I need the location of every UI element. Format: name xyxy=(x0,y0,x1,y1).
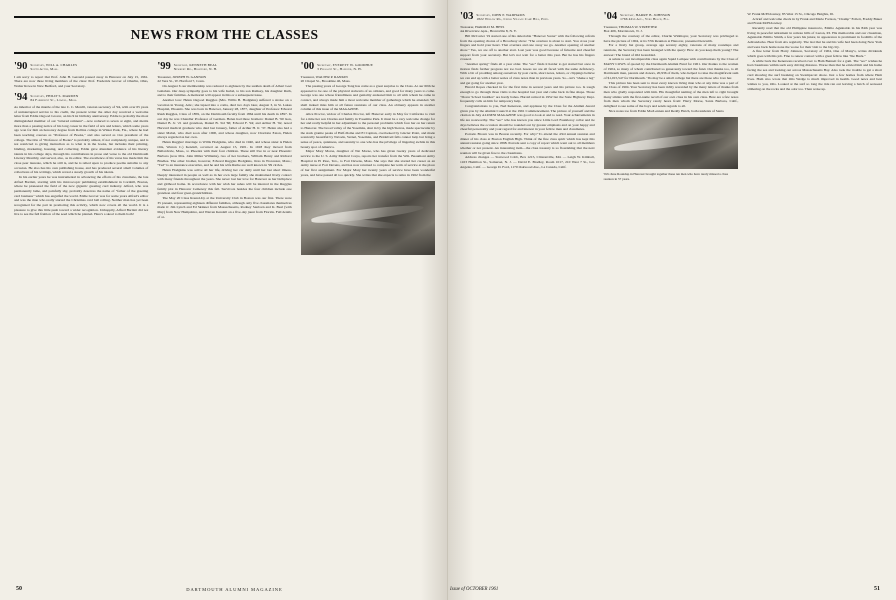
secretary-line: Secretary, HARRY B. JOHNSON xyxy=(620,13,671,17)
paragraph: As inheritor of the mantle of the late C. C. Merrill, veteran secretary of '94, with over 65 years of uninterrupted service to his credit, the present writer the other day received a welcome letter from Eddie Osgood Grover, on his 91st birthday anniversary. Eddie is probably the most distinguished member of our "tattered remnant"—now reduced to seven or eight, and merits more than a passing notice of his long career in the field of arts and letters, which some years ago won for him an honorary degree from Rollins college in Winter Park, Fla., where he had been teaching courses as "Professor of Books," and also served as vice president of the college. The title of "Professor of Books" is probably almost, if not completely, unique, and is not restricted to giving instruction as to what is in the books, but includes their printing, binding, marketing, housing, and collecting. Eddie gave abundant evidence of his literary talents in his college days, through his contributions in prose and verse to the old Dartmouth Literary Monthly, and served, also, as its editor. The excellence of his verse has made him the close peer laureate, which he still is, and he is relied upon to produce poems suitable to any occasion. He also has his own publishing house, and has produced several small volumes of collections of his writings, which reveal a steady growth of his talents. xyxy=(14,105,149,175)
photo-caption: '04's June Roundup in Hanover brought together these ten men who have rarely missed a class reunion in 57 years. xyxy=(603,172,729,181)
page-title: NEWS FROM THE CLASSES xyxy=(130,27,319,42)
page-number-left: 50 xyxy=(16,586,22,592)
paragraph: Nice notes too from Eddie MacLennan and Reddy Hatch, both residents of Santa xyxy=(608,108,724,113)
paragraph: A while back the Kenersons received over to Ham Bennett for a gam. The "sec" wishes he had classmates within such easy driving distance. Worse than that he envied him and his home facing the sea and looking out across Massachusetts Bay. Also took the trouble to get a short card showing the surf breaking on Swampscott shore. Just a few homes from where Ham lives. Ham also wrote that Otis Wedge is much improved in health. Good news and best wishes to you, Otis. Looked at the surf so long the tide ran out leaving a batch of seaweed slithering on the rocks and the odor too. Then woke up. xyxy=(747,58,883,91)
entry-header xyxy=(14,93,148,104)
photo-highlight xyxy=(311,203,424,227)
left-column-1 xyxy=(14,62,148,258)
entry-header xyxy=(301,62,435,73)
paragraph: On August 6 our membership was reduced to eighteen by the sudden death of Albert Leet Gahaban. Our deep sympathy goes to his wife Isabel, to his son Ramsey, his daughter Ruth, and to their families. A memorial will appear in this or a subsequent issue. xyxy=(157,83,292,98)
entry-header xyxy=(604,12,739,23)
photo-highlight-2 xyxy=(325,216,406,230)
secretary-address: 84 Fairmount St., Lowell, Mass. xyxy=(30,98,78,102)
left-column-2 xyxy=(157,62,291,258)
treasurer-address: Box 406, Morristown, N. J. xyxy=(603,29,643,34)
paragraph: Porrado Brown was in Boston recently. For why? To attend the 43rd annual reunion and dinner of his class at Boston English High. Think of the fine class spirit which has kept this annual reunion going since 1898. Porrade sent a copy of report which went out to all members whether or not present. An interesting item—the class treasury is so flourishing that the next reunion will be given free to the classmates. xyxy=(460,131,595,155)
class-entry-94 xyxy=(14,93,148,218)
secretary-address: 1766 42nd Ave., Vero Beach, Fla. xyxy=(620,17,670,22)
paragraph: This picture has been sent to most every known living man who at any time was a part of the Class of 1904. Your Secretary has been richly rewarded by the many letters of thanks from men who gladly responded with him. His thoughtful naming of the men left to right brought many smiles with the first-name recall of our own class in his own class. Here are a few notes from men whom the Secretary rarely hears from: Harry Morse, Santa Barbara, Calif., delighted to see some of the boys and sends regards to all. xyxy=(603,80,739,108)
paragraph: The passing years of George Tong has come as a great surprise to the Class. At our 60th he appeared to be one of the physical stalwarts of us oldsters, and good for many years to come. George was one whose friendliness and geniality endeared him to all with whom he came in contact, and always made him a most welcome member of gatherings which he attended. We shall indeed miss him at all future reunions of our class. An obituary appears in another column of this issue of the MAGAZINE. xyxy=(300,83,435,112)
right-column-2 xyxy=(604,12,739,186)
paragraph: For a lively but group, average age seventy eighty, veterans of many roundups and reunions, the Secretary has been besieged with the query: How do you keep them young? The answer: The brand of Old Granddad. xyxy=(603,43,739,57)
treasurer-line: Treasurer, THOMAS W. STREETER xyxy=(603,24,657,29)
paragraph: W. Frank McEldowney, 85 West 15 St., Chicago Heights, Ill. xyxy=(747,12,834,16)
photo-highlight xyxy=(614,130,727,154)
paragraph: Major Mary Morse, daughter of Nat Morse, who has given twenty years of dedicated service to the U. S. Army Medical Corps, reports her transfer from the Wm. Beaumont Army Hospital in El Paso, Tex., to Fort Devens, Mass. She says that she started her career as an Army nurse at Fort Devens, and has now returned to complete her term of service at the place of her first assignment. For Major Mary her twenty years of service have been wonderful years, and have passed all too quickly. She writes that she expects to retire in 1962 from the xyxy=(300,149,435,177)
class-entry-03 xyxy=(460,12,595,169)
right-column-3 xyxy=(747,12,882,186)
publication-name: DARTMOUTH ALUMNI MAGAZINE xyxy=(186,586,283,592)
paragraph: Another loss: Helen Osgood Ruggles (Mrs. Willis B. Hodgkins) suffered a stroke on a vacation in Young, Ariz.; she lapsed into a coma, died two days later, August 3, in St. Lukes Hospital, Phoenix. She was born in Hanover, January 28, 1877, daughter of Professor Edward Rush Ruggles, Class of 1859, on the Dartmouth faculty from 1864 until his death in 1897. In our day he was Chandler Professor of German. Helen had three brothers: Daniel B. '90 lson, Daniel B. Jr. '21 and grandson, Daniel B. 3rd '66; Edward F. '94; and Arthur H. '92, noted Harvard medical graduate who died last January, father of Arthur H. Jr. '37. Helen also had a sister Mabel, who died soon after 1900, and whose daughter, now Charlotte Eaton, Helen always regarded as her own. xyxy=(157,97,292,140)
paragraph: Address changes — Starwood Cobb, Box 1215, Clintonville, Md. — Leigh W. Kimball, 1163 Hamilton St., Somerset, N. J. — David E. Bradley, Room 1017, 210 West 7 St., Los Angeles, Calif. — George D. Ford, 1170 Oakwood Ave., La Canada, Calif. xyxy=(460,155,595,169)
treasurer-address: 22 Vera St., W. Hartford 7, Conn. xyxy=(157,79,205,84)
paragraph: In his earlier years he was instrumental in advancing the efforts of his classmate, the late Alfred Bartlett, starting with his microscopic publishing establishment in Cornhill, Boston, where he pioneered the field of the now gigantic greeting card industry. Alfred, who was permanently lame, and painfully shy, probably deserves the name of "father of the greeting card business" which has engulfed the world. Eddie Grover was for some years Alfred's editor and was the man who really started the Christmas card ball rolling. Neither man has yet been recognized for the part in promoting this activity, which now covers all the world. It is a pleasure to give this little push toward a wider recognition. Unhappily, Alfred Bartlett did not live to see the full fruition of the seed which he planted. Here's a skoal to them both! xyxy=(14,175,149,217)
secretary-line: Secretary, KENNETH BEAL xyxy=(173,63,218,67)
left-footer xyxy=(0,586,447,592)
paragraph: A brief and welcome check in by Frank and Marie Fortson, "Champ" Follett, Freddy Baker and Frank McEldowney. xyxy=(747,16,883,26)
issue-line: Issue of OCTOBER 1961 xyxy=(450,586,499,592)
paragraph: Harold Ropes checked in for the first time in several years and his picture too. Is tough enough to go through three visits to the hospital last year and come back in fine shape. Those "Dover School buddies" are hardy babes. Harold retired in 1952 but the State Highway Dept. frequently calls on him for temporary help. xyxy=(460,85,595,104)
right-column-1 xyxy=(460,12,595,186)
treasurer-line: Treasurer, JOSEPH W. GANNON xyxy=(157,74,207,79)
paragraph: Bill McCarter '19 started one of his delectable "Hanover Scene" with the following refrain from the opening chorus of a Broadway show: "The overture is about to start. You cross your fingers and hold your heart. That overture and one away we go. Another opening of another show." Yes, we are off to another start. Last year was good because of fulsome and cheerful support from your secretary. But let's not wait for a better this year. But he has his fingers crossed. xyxy=(460,33,595,62)
class-year: '00 xyxy=(300,61,315,72)
class-year: '04 xyxy=(603,11,618,22)
class-entry-04 xyxy=(604,12,739,113)
paragraph: "Another spring" finds all a year older. The "sec" finds it harder to get started but once in motion finds further progress not too bad. Guess we are all faced with the same deficiency. With a bit of prodding among ourselves by post cards, short notes, letters, or clippings believe we can end up with a better series of class notes than in previous years. So—let's "shake a leg" and get going for another year. xyxy=(460,61,595,85)
paragraph: Recently read that the old Philippine insurrecto, Emilio Aguinaldo in his 84th year was living in peaceful retirement in remote hills of Luzon, P.I. His memorable and our classmate, Aguinaldo Emilio Smith, a few years his junior, in appearance is prominent in foothills of the Adirondacks. Hear from AG regularly. The last that he and his wife had been doing New York and were back home none the worse for their visit to the big city. xyxy=(747,26,883,49)
paragraph: Helen Hodgkins was active all her life, driving her car daily until her last short illness. Deeply interested in people as well as in her own large family she maintained lively contact with many friends throughout the years. She never lost her love for Hanover as her birthplace and girlhood home. In accordance with her wish her ashes will be interred in the Ruggles family plot in Hanover Cemetery this fall. Survivors besides the four children include one grandson and four great-grandchildren. xyxy=(157,167,292,196)
secretary-line: Secretary, EVERETT W. GOODHUE xyxy=(317,63,373,67)
paragraph: The May 20 Class Round-Up at the University Club in Boston was our first. There were 35 present, representing eighteen different families, although only five classmates themselves made it: Jim Lynch and Ed Skinner from Massachusetts, Rodney Sanborn and K. Beal (with May) from New Hampshire, and Warren Kendall on a five-day jaunt from Florida. Full details of at- xyxy=(157,195,292,219)
treasurer-line: Treasurer, WALTER P. RANKIN xyxy=(300,74,348,79)
secretary-address: Newbury Rd., Bradford, N. H. xyxy=(173,67,218,72)
class-year: '99 xyxy=(157,61,171,72)
class-year: '94 xyxy=(14,91,28,103)
sailing-photo xyxy=(301,181,435,255)
class-entry-99 xyxy=(157,62,291,219)
left-columns xyxy=(14,62,435,258)
entry-header xyxy=(157,62,291,73)
secretary-line: Secretary, JOHN P. WADHAMS xyxy=(476,13,525,17)
paragraph: Helen Ruggles' marriage to Willis Hodgkins, who died in 1940, and whose sister is Helen Otis, Warren C.) Kendall, occurred on August 15, 1901. In 1918 they moved from Ballardvale, Mass., to Phoenix with their four children. These still live in or near Phoenix: Barbara (now Mrs. John Miller Williams), two of her brothers, William Henry and Richard Bradlee. The other brother, however, Edward Ruggles Hodgkins, lives in Worcester, Mass.; "Ted" is an insurance executive, and he and his wife Ruthe are well known in '99 circles. xyxy=(157,139,292,168)
secretary-address: 1822 Willow Rd., Cedar Village Camp Hill, Penn. xyxy=(476,17,549,22)
secretary-line: Secretary, WILL A. CHARLES xyxy=(30,63,78,67)
class-year: '03 xyxy=(460,11,474,22)
treasurer-address: 20 Chapel St., Brookline 46, Mass. xyxy=(300,79,351,84)
treasurer-line: Treasurer, HAROLD M. HESS xyxy=(460,24,505,29)
paragraph: Congratulations to you, Ned Kenerson, and applause by the Class for the Alumni Award given you by the Alumni Council at the 1961 Commencement. The picture of yourself and the citation in July ALUMNI MAGAZINE was good to look at and to read. Your achievements in life are noteworthy. The "sec" who has known you since Little Lord Fauntleroy collar and tie days believes the occasion should be rounded out by greater emphasis and on your happy and cheerful personality and your regard for and interest in your fellow men and classmates. xyxy=(460,103,595,132)
class-entry-04-continued xyxy=(747,12,882,91)
entry-header xyxy=(14,62,148,73)
paragraph: I am sorry to report that Prof. John H. Gerould passed away in Hanover on July 15, 1961. There are now three living members of the class: Prof. Frederick Grover of Oberlin, Ohio, Walter Rowe in New Bedford, and your Secretary. xyxy=(14,74,149,88)
secretary-line: Secretary, PHILIP S. MARDEN xyxy=(30,93,79,98)
paragraph: A salute to our incomparable class again Squid Lampee with contributions by the Class of MANY COWS of quoted by the Dartmouth Alumni Fund for 1961. Our thanks to the women of 1904, so many of whom contributed so generously toward the fund. Our thanks too, to all Dartmouth men, parents and donors, 20,936 of them, who helped to raise the magnificent sum of $1,015,547 for Dartmouth. 'Tis may be a small college but there are those who love her. xyxy=(603,57,739,80)
masthead xyxy=(14,16,435,54)
right-page xyxy=(448,0,896,600)
entry-header xyxy=(460,12,595,23)
secretary-address: South Acton, Mass. xyxy=(30,67,59,72)
left-column-3 xyxy=(301,62,435,258)
class-entry-90 xyxy=(14,62,148,89)
class-reunion-photo xyxy=(604,117,739,169)
paragraph: Through the courtesy of the editor, Charlie Widmayer, your Secretary was privileged to have the picture of 1904, at its 57th Reunion at Hanover, presented herewith. xyxy=(603,33,739,43)
right-footer xyxy=(448,586,896,592)
class-year: '90 xyxy=(14,61,28,72)
paragraph: A fine letter from Harry Johnson, Secretary of 1904, One of Many's, writes dividends which goes with this job. Fine to renew contact with a great fellow like "the Buck." xyxy=(747,49,883,59)
right-columns xyxy=(460,12,882,186)
paragraph: Alice Proctor, widow of Charles Proctor, left Hanover early in May for California to visit for a time her son Charles and family in Yosemite Park. It must be a very welcome change for her and really helpful in her adjustment to the personal problems which face her on her return to Hanover. The broad valley of the Yosemite, shut in by the high Sierras, made spectacular by the stark granite peaks of Half-Dome and El Capitan, overlooked by Glacier Point, and made scenically beautiful by Nevada, Vernal, Yosemite, and Bridalveil falls cannot help but bring a sense of peace, quietness, and serenity to one who has the privilege of lingering awhile in this beauty spot of America. xyxy=(300,111,435,149)
treasurer-address: 4A Riverview Apts., Bronxville 8, N. Y. xyxy=(460,29,517,34)
page-number-right: 51 xyxy=(874,586,880,592)
secretary-address: 3 Pleasant St., Hanover, N. H. xyxy=(317,67,362,72)
class-entry-00 xyxy=(301,62,435,177)
